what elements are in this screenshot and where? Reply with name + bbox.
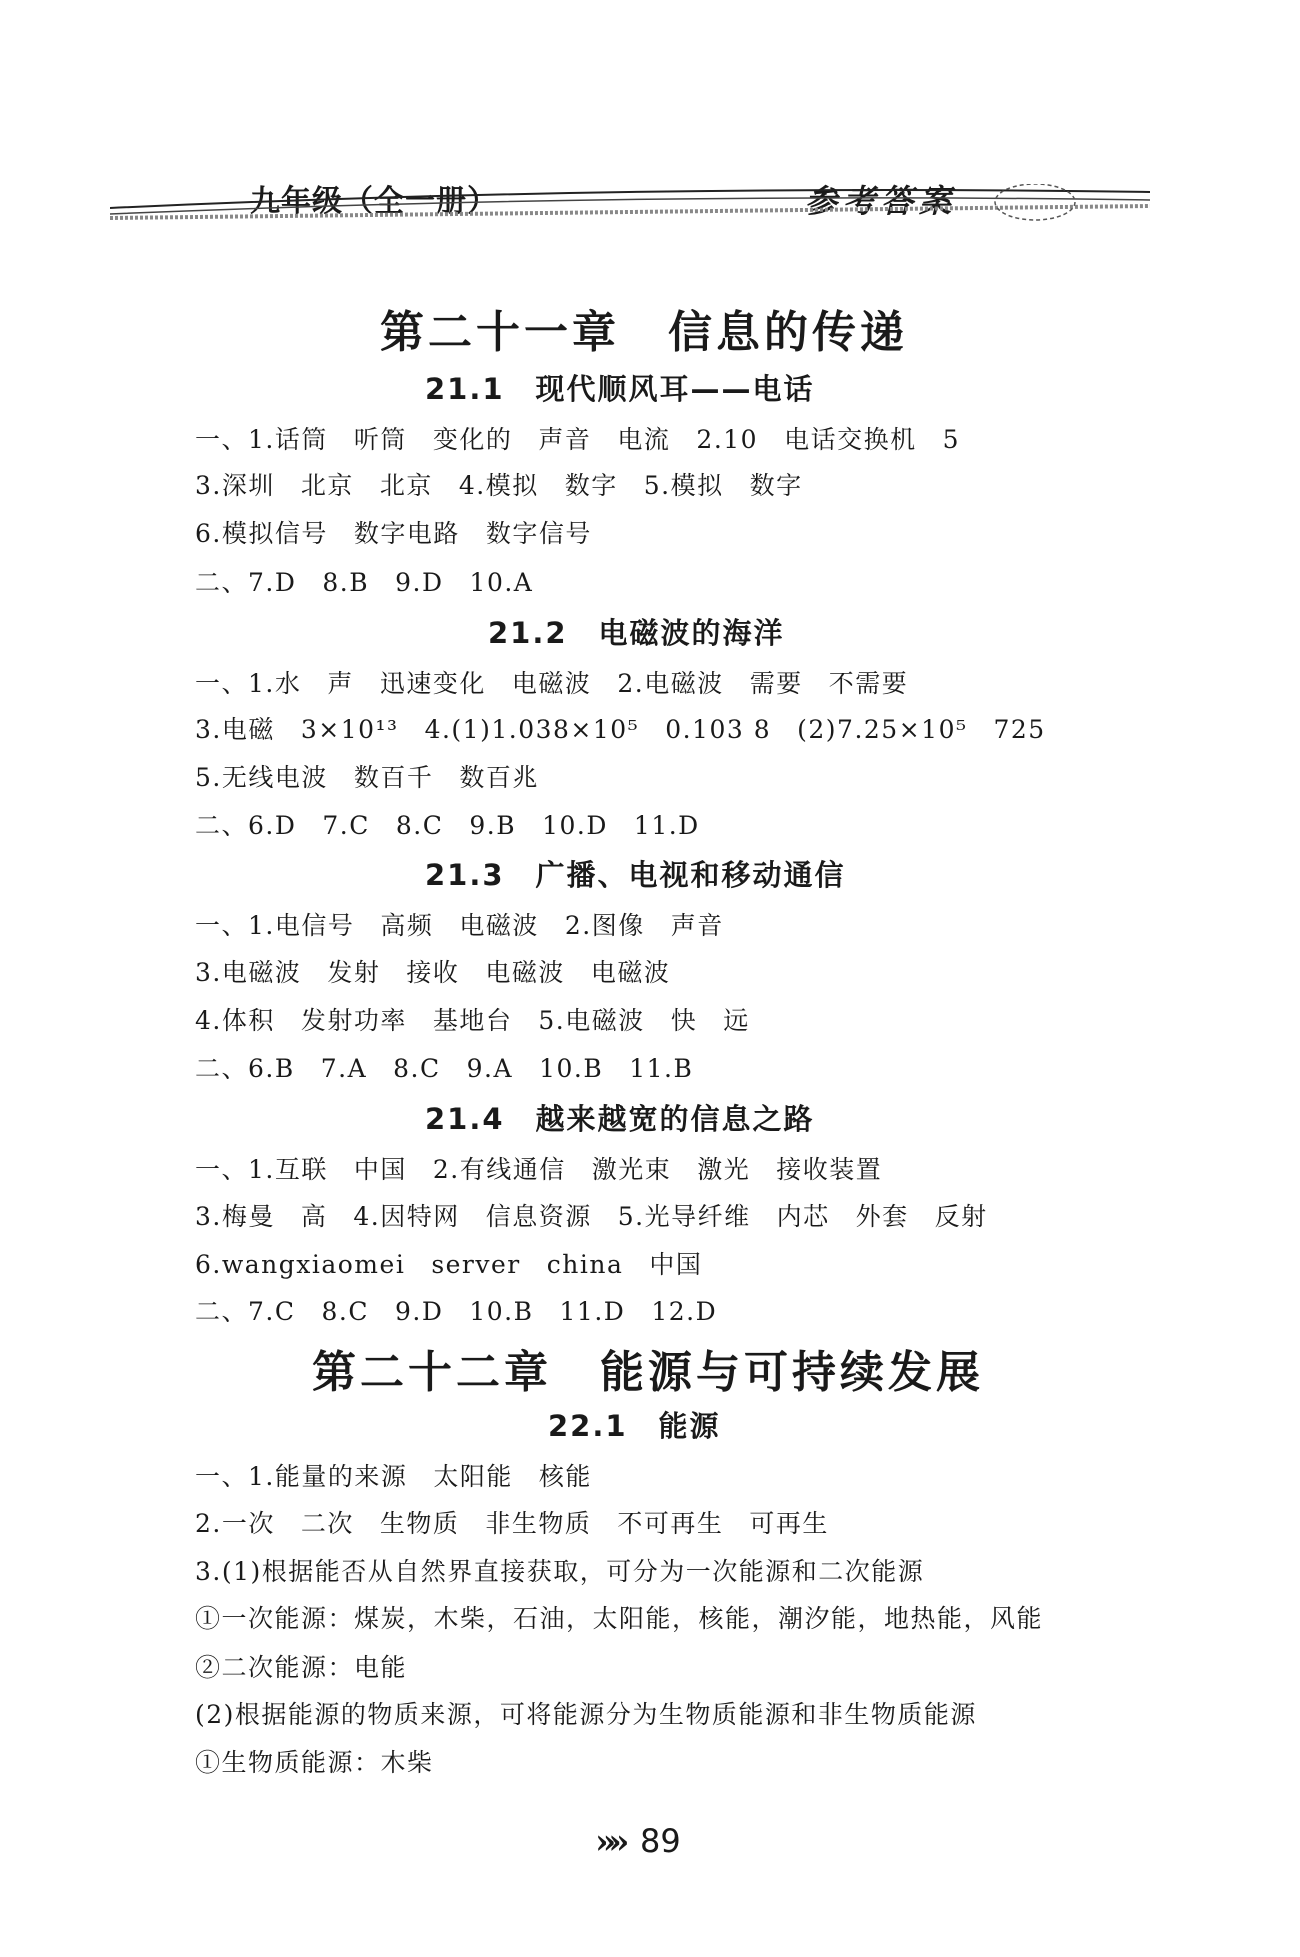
answer-line-22-1-f: (2)根据能源的物质来源，可将能源分为生物质能源和非生物质能源 [195, 1700, 977, 1729]
answer-line-21-1-b: 3.深圳 北京 北京 4.模拟 数字 5.模拟 数字 [195, 471, 803, 500]
section-21-4-title: 21.4 越来越宽的信息之路 [425, 1102, 815, 1136]
answer-line-21-2-a: 一、1.水 声 迅速变化 电磁波 2.电磁波 需要 不需要 [195, 669, 909, 698]
section-21-2-title: 21.2 电磁波的海洋 [488, 616, 785, 650]
answer-line-21-1-a: 一、1.话筒 听筒 变化的 声音 电流 2.10 电话交换机 5 [195, 425, 961, 454]
answer-line-21-2-c: 5.无线电波 数百千 数百兆 [195, 763, 539, 792]
answer-line-21-4-b: 3.梅曼 高 4.因特网 信息资源 5.光导纤维 内芯 外套 反射 [195, 1202, 988, 1231]
section-21-1-title: 21.1 现代顺风耳——电话 [425, 372, 815, 406]
answer-line-21-1-c: 6.模拟信号 数字电路 数字信号 [195, 519, 592, 548]
answer-line-21-3-a: 一、1.电信号 高频 电磁波 2.图像 声音 [195, 911, 724, 940]
answer-line-22-1-g: ①生物质能源：木柴 [195, 1748, 434, 1777]
answer-line-21-1-d: 二、7.D 8.B 9.D 10.A [195, 568, 534, 597]
answer-line-22-1-d: ①一次能源：煤炭，木柴，石油，太阳能，核能，潮汐能，地热能，风能 [195, 1604, 1044, 1633]
running-header-answers: 参考答案 [805, 182, 958, 220]
page-number: 89 [640, 1822, 681, 1860]
header-rule-decoration [110, 184, 1150, 224]
answer-line-21-2-d: 二、6.D 7.C 8.C 9.B 10.D 11.D [195, 811, 700, 840]
answer-line-21-3-c: 4.体积 发射功率 基地台 5.电磁波 快 远 [195, 1006, 750, 1035]
answer-line-21-2-b: 3.电磁 3×10¹³ 4.(1)1.038×10⁵ 0.103 8 (2)7.25×10⁵ 725 [195, 715, 1046, 744]
answer-line-21-4-a: 一、1.互联 中国 2.有线通信 激光束 激光 接收装置 [195, 1155, 883, 1184]
answer-line-22-1-b: 2.一次 二次 生物质 非生物质 不可再生 可再生 [195, 1509, 829, 1538]
answer-line-21-4-c: 6.wangxiaomei server china 中国 [195, 1250, 703, 1279]
section-21-3-title: 21.3 广播、电视和移动通信 [425, 858, 846, 892]
answer-line-22-1-c: 3.(1)根据能否从自然界直接获取，可分为一次能源和二次能源 [195, 1557, 925, 1586]
answer-line-21-4-d: 二、7.C 8.C 9.D 10.B 11.D 12.D [195, 1297, 718, 1326]
answer-line-22-1-a: 一、1.能量的来源 太阳能 核能 [195, 1462, 592, 1491]
page-number-arrows-icon: »» [595, 1822, 622, 1862]
chapter-21-title: 第二十一章 信息的传递 [380, 307, 908, 358]
answer-line-22-1-e: ②二次能源：电能 [195, 1653, 408, 1682]
running-header-grade: 九年级（全一册） [250, 184, 498, 219]
answer-line-21-3-b: 3.电磁波 发射 接收 电磁波 电磁波 [195, 958, 671, 987]
section-22-1-title: 22.1 能源 [548, 1409, 721, 1443]
answer-line-21-3-d: 二、6.B 7.A 8.C 9.A 10.B 11.B [195, 1054, 694, 1083]
chapter-22-title: 第二十二章 能源与可持续发展 [312, 1347, 984, 1398]
